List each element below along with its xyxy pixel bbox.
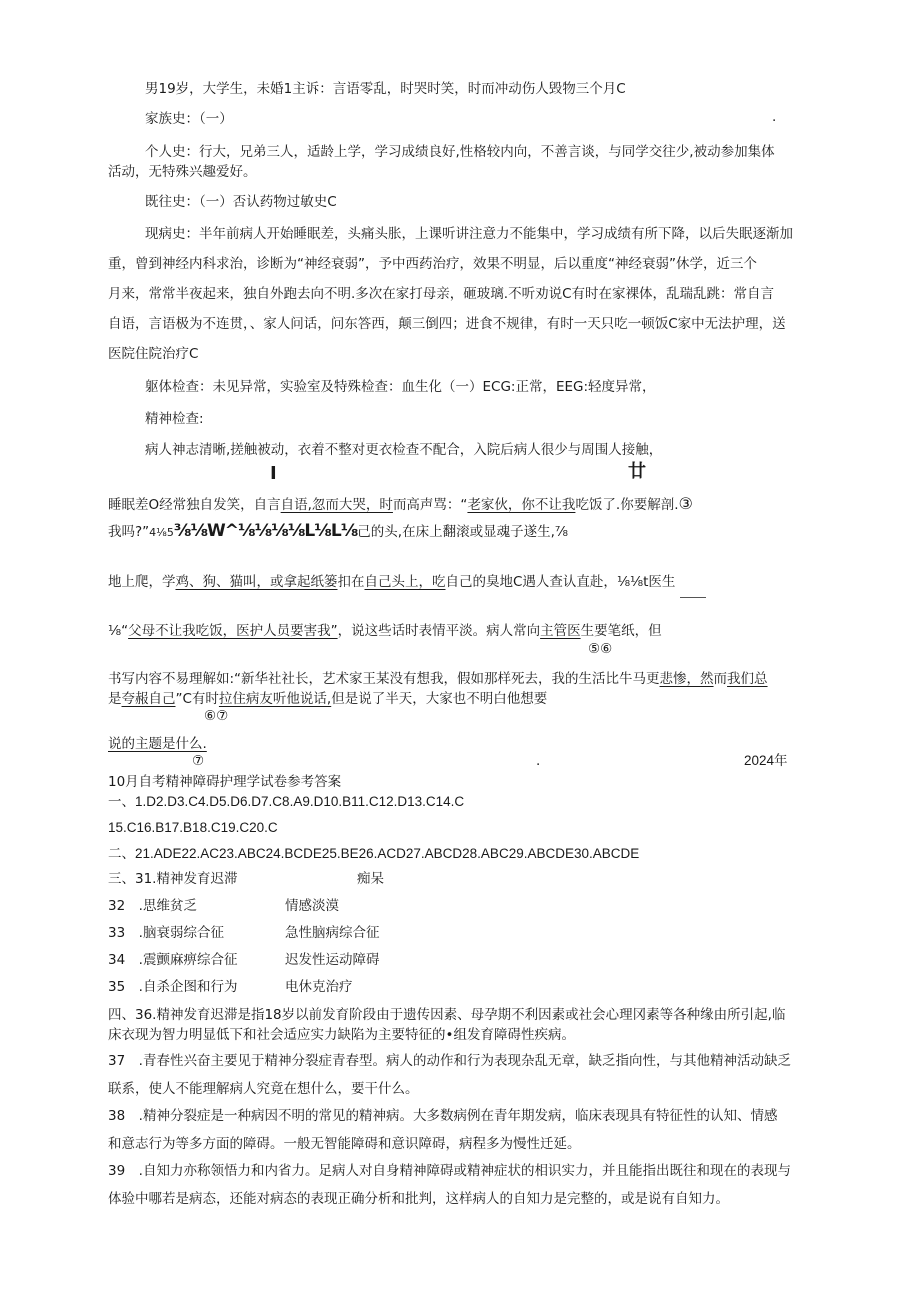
personal-history-line1: 个人史：行大，兄弟三人，适龄上学，学习成绩良好,性格较内向，不善言谈，与同学交往少,被动参加集体: [145, 144, 775, 160]
past-history: 既往史：（一）否认药物过敏史C: [145, 194, 337, 210]
mental-exam-line8: 说的主题是什么.: [108, 736, 207, 752]
underlined-seg: 自语,忽而大哭，时: [280, 497, 393, 513]
text-seg: 但是说了半天，大家也不明白他想要: [331, 691, 548, 707]
underlined-seg: 自己头上，吃: [364, 574, 446, 590]
answer-33-b: 急性脑病综合征: [285, 925, 380, 941]
family-history: 家族史：（一）: [145, 111, 233, 127]
answer-39-line1: 39 .自知力亦称领悟力和内省力。足病人对自身精神障碍或精神症状的相识实力，并且能指出既往和现在的表现与: [108, 1163, 791, 1179]
mental-exam-line6: [108, 670, 768, 688]
answers-section2: 二、21.ADE22.AC23.ABC24.BCDE25.BE26.ACD27.ABCD28.ABC29.ABCDE30.ABCDE: [108, 846, 640, 861]
answer-34-a: 34 .震颤麻痹综合征: [108, 952, 238, 968]
text-seg: ”C有时: [175, 691, 219, 707]
stray-dot: .: [536, 753, 541, 769]
circled-numbers: ⑥⑦: [204, 708, 229, 724]
text-seg: ⅛⅛t医生: [616, 574, 676, 590]
answer-32-a: 32 .思维贫乏: [108, 898, 197, 914]
answers-section1-line1: 一、1.D2.D3.C4.D5.D6.D7.C8.A9.D10.B11.C12.D13.C14.C: [108, 794, 465, 809]
physical-exam: 躯体检查：未见异常，实验室及特殊检查：血生化（一）ECG:正常，EEG:轻度异常，: [145, 379, 656, 395]
chief-complaint: 男19岁，大学生，未婚1主诉：言语零乱，时哭时笑，时而冲动伤人毁物三个月C: [145, 81, 626, 97]
underlined-seg: 鸡、狗、猫叫，或拿起纸篓: [175, 574, 338, 590]
answers-title: 10月自考精神障碍护理学试卷参考答案: [108, 774, 342, 790]
mental-exam-heading: 精神检查:: [145, 411, 204, 427]
text-seg: 而高声骂：“: [392, 497, 468, 513]
answer-37-line1: 37 .青春性兴奋主要见于精神分裂症青春型。病人的动作和行为表现杂乱无章，缺乏指向性，与其他精神活动缺乏: [108, 1053, 791, 1069]
text-seg: 自己的臭地C遇人查认直赴，: [445, 574, 617, 590]
mental-exam-line5: [108, 622, 662, 640]
text-seg: 书写内容不易理解如:“新华社社长，艺术家王某没有想我，假如那样死去，我的生活比牛马更: [108, 671, 660, 687]
text-seg: 吃饭了.你要解剖.: [575, 497, 679, 513]
present-history-line5: 医院住院治疗C: [108, 346, 199, 362]
mark-nian: 廿: [628, 461, 646, 482]
personal-history-line2: 活动，无特殊兴趣爱好。: [108, 164, 257, 180]
text-seg: 己的头,在床上翻滚或显魂子遂生,⅞: [357, 524, 568, 540]
circled-numbers: ⑤⑥: [588, 641, 613, 657]
answers-section1-line2: 15.C16.B17.B18.C19.C20.C: [108, 820, 278, 835]
answer-35-a: 35 .自杀企图和行为: [108, 979, 238, 995]
text-seg: 扣在: [337, 574, 365, 590]
circled-number: ③: [678, 494, 693, 513]
text-seg: ⅛“: [108, 623, 129, 639]
garbled-seg: ⅜⅛W^⅛⅛⅛⅛L⅛L⅛: [173, 521, 358, 541]
answer-31-b: 痴呆: [357, 871, 384, 887]
answer-35-b: 电休克治疗: [285, 979, 353, 995]
text-seg: ，说这些话时表情平淡。病人常向: [337, 623, 541, 639]
short-rule: [680, 597, 706, 598]
answer-38-line1: 38 .精神分裂症是一种病因不明的常见的精神病。大多数病例在青年期发病，临床表现具有特征性的认知、情感: [108, 1108, 778, 1124]
stray-dot: .: [772, 109, 777, 125]
underlined-seg: 夸赧自己: [121, 691, 176, 707]
present-history-line4: 自语，言语极为不连贯，、家人问话，问东答西，颠三倒四；进食不规律，有时一天只吃一顿饭C家中无法护理，送: [108, 316, 786, 332]
mark-i: I: [270, 463, 277, 484]
answer-33-a: 33 .脑衰弱综合征: [108, 925, 224, 941]
underlined-seg: 我们总: [727, 671, 768, 687]
answer-36-line1: 四、36.精神发育迟滞是指18岁以前发育阶段由于遗传因素、母孕期不利因素或社会心理冈素等各种缘由所引起,临: [108, 1007, 786, 1023]
mental-exam-line2: [108, 495, 693, 514]
present-history-line1: 现病史：半年前病人开始睡眠差，头痛头胀，上课听讲注意力不能集中，学习成绩有所下降，以后失眠逐渐加: [145, 226, 793, 242]
text-seg: 睡眠差O经常独自发笑，自言: [108, 497, 281, 513]
underlined-seg: 拉住病友听他说话,: [218, 691, 332, 707]
underlined-seg: 父母不让我吃饭，医护人员要害我”: [128, 623, 338, 639]
text-seg: 生要笔纸，但: [580, 623, 662, 639]
answer-39-line2: 体验中哪若是病态，还能对病态的表现正确分析和批判，这样病人的自知力是完整的，或是说有自知力。: [108, 1191, 729, 1207]
circled-number: ⑦: [192, 753, 205, 769]
answer-31-a: 三、31.精神发育迟滞: [108, 871, 238, 887]
text-seg: 是: [108, 691, 122, 707]
year-label: 2024年: [744, 753, 788, 768]
text-seg: 我吗?”: [108, 524, 150, 540]
mental-exam-line7: [108, 690, 547, 708]
underlined-seg: 悲惨，然: [659, 671, 714, 687]
present-history-line3: 月来，常常半夜起来，独自外跑去向不明.多次在家打母亲，砸玻璃.不听劝说C有时在家裸体，乱瑞乱跳：常自言: [108, 286, 775, 302]
underlined-seg: 老家伙，你不让我: [467, 497, 576, 513]
mental-exam-line1: 病人神志清晰,搓触被动，衣着不整对更衣检查不配合，入院后病人很少与周围人接触，: [145, 442, 663, 458]
text-seg: 而: [713, 671, 728, 687]
mental-exam-line4: [108, 573, 675, 591]
present-history-line2: 重，曾到神经内科求治，诊断为“神经衰弱”，予中西药治疗，效果不明显，后以重度“神经衰弱”休学，近三个: [108, 256, 757, 272]
answer-37-line2: 联系，使人不能理解病人究竟在想什么，要干什么。: [108, 1081, 419, 1097]
answer-32-b: 情感淡漠: [285, 898, 339, 914]
mental-exam-line3: [108, 522, 568, 542]
underlined-seg: 主管医: [540, 623, 581, 639]
answer-36-line2: 床衣现为智力明显低下和社会适应实力缺陷为主要特征的•组发育障碍性疾病。: [108, 1027, 575, 1043]
text-seg: 地上爬，学: [108, 574, 176, 590]
garbled-seg: 4⅛5: [149, 526, 174, 539]
answer-34-b: 迟发性运动障碍: [285, 952, 380, 968]
answer-38-line2: 和意志行为等多方面的障碍。一般无智能障碍和意识障碍，病程多为慢性迁延。: [108, 1136, 581, 1152]
